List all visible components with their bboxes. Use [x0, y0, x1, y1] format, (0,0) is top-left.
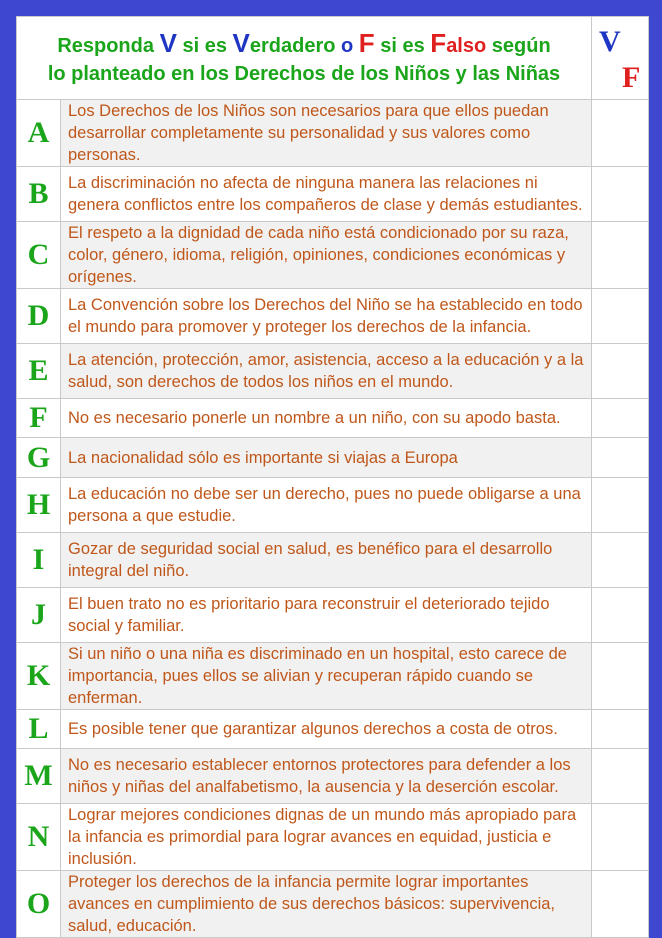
- statement-row-n: [17, 804, 649, 871]
- statement-text: La nacionalidad sólo es importante si viajas a Europa: [61, 438, 592, 478]
- answer-cell[interactable]: [592, 100, 649, 167]
- answer-cell[interactable]: [592, 222, 649, 289]
- instructions-line-2: lo planteado en los Derechos de los Niños y las Niñas: [47, 62, 561, 85]
- row-letter: I: [17, 533, 61, 588]
- statement-text: Es posible tener que garantizar algunos derechos a costa de otros.: [61, 710, 592, 749]
- statement-row-j: [17, 588, 649, 643]
- instructions-part: Responda: [57, 34, 160, 57]
- statement-row-e: [17, 344, 649, 399]
- statement-text: No es necesario ponerle un nombre a un niño, con su apodo basta.: [61, 399, 592, 438]
- statement-text: No es necesario establecer entornos protectores para defender a los niños y niñas del analfabetismo, la ausencia y la deserción escolar.: [61, 749, 592, 804]
- answer-cell[interactable]: [592, 167, 649, 222]
- header-row: [17, 17, 649, 100]
- statement-row-b: [17, 167, 649, 222]
- answer-cell[interactable]: [592, 643, 649, 710]
- row-letter: C: [17, 222, 61, 289]
- row-letter: L: [17, 710, 61, 749]
- instructions-part: F: [430, 27, 447, 58]
- worksheet-frame: [16, 16, 648, 935]
- row-letter: H: [17, 478, 61, 533]
- statement-row-f: [17, 399, 649, 438]
- answer-cell[interactable]: [592, 478, 649, 533]
- instructions-line-1: [17, 29, 591, 60]
- instructions-part: V: [232, 27, 250, 58]
- instructions: [17, 17, 592, 100]
- answer-cell[interactable]: [592, 588, 649, 643]
- instructions-part: o: [341, 34, 359, 57]
- row-letter: K: [17, 643, 61, 710]
- answer-cell[interactable]: [592, 710, 649, 749]
- answer-cell[interactable]: [592, 289, 649, 344]
- row-letter: A: [17, 100, 61, 167]
- statement-row-k: [17, 643, 649, 710]
- instructions-part: si es: [176, 34, 233, 57]
- statement-row-g: [17, 438, 649, 478]
- instructions-part: V: [159, 27, 177, 58]
- instructions-part: si es: [374, 34, 431, 57]
- row-letter: B: [17, 167, 61, 222]
- statement-row-o: [17, 871, 649, 938]
- vf-header: [592, 17, 649, 100]
- row-letter: O: [17, 871, 61, 938]
- row-letter: J: [17, 588, 61, 643]
- statement-row-a: [17, 100, 649, 167]
- row-letter: D: [17, 289, 61, 344]
- statement-text: La Convención sobre los Derechos del Niño se ha establecido en todo el mundo para promover y proteger los derechos de la infancia.: [61, 289, 592, 344]
- answer-cell[interactable]: [592, 399, 649, 438]
- statement-text: La atención, protección, amor, asistencia, acceso a la educación y a la salud, son derechos de todos los niños en el mundo.: [61, 344, 592, 399]
- statement-row-l: [17, 710, 649, 749]
- false-label: F: [622, 61, 641, 94]
- statement-row-h: [17, 478, 649, 533]
- true-false-table: [16, 16, 649, 938]
- statement-row-d: [17, 289, 649, 344]
- row-letter: N: [17, 804, 61, 871]
- answer-cell[interactable]: [592, 871, 649, 938]
- answer-cell[interactable]: [592, 749, 649, 804]
- answer-cell[interactable]: [592, 804, 649, 871]
- statement-text: Lograr mejores condiciones dignas de un mundo más apropiado para la infancia es primordial para lograr avances en equidad, justicia e inclusión.: [61, 804, 592, 871]
- instructions-part: según: [486, 34, 551, 57]
- row-letter: F: [17, 399, 61, 438]
- statement-text: Si un niño o una niña es discriminado en un hospital, esto carece de importancia, pues ellos se alivian y recuperan rápido cuando se enferman.: [61, 643, 592, 710]
- statement-text: El respeto a la dignidad de cada niño está condicionado por su raza, color, género, idioma, religión, opiniones, condiciones económicas y orígenes.: [61, 222, 592, 289]
- instructions-part: also: [446, 34, 487, 57]
- statement-text: Proteger los derechos de la infancia permite lograr importantes avances en cumplimiento de sus derechos básicos: supervivencia, salud, educación.: [61, 871, 592, 938]
- statement-row-c: [17, 222, 649, 289]
- statement-text: La educación no debe ser un derecho, pues no puede obligarse a una persona a que estudie.: [61, 478, 592, 533]
- statement-text: Gozar de seguridad social en salud, es benéfico para el desarrollo integral del niño.: [61, 533, 592, 588]
- statement-row-m: [17, 749, 649, 804]
- row-letter: E: [17, 344, 61, 399]
- statement-text: Los Derechos de los Niños son necesarios para que ellos puedan desarrollar completamente su personalidad y sus valores como personas.: [61, 100, 592, 167]
- row-letter: M: [17, 749, 61, 804]
- answer-cell[interactable]: [592, 533, 649, 588]
- statement-text: El buen trato no es prioritario para reconstruir el deteriorado tejido social y familiar.: [61, 588, 592, 643]
- statement-text: La discriminación no afecta de ninguna manera las relaciones ni genera conflictos entre los compañeros de clase y demás estudiantes.: [61, 167, 592, 222]
- instructions-part: F: [358, 27, 375, 58]
- answer-cell[interactable]: [592, 438, 649, 478]
- answer-cell[interactable]: [592, 344, 649, 399]
- row-letter: G: [17, 438, 61, 478]
- instructions-part: erdadero: [249, 34, 342, 57]
- true-label: V: [599, 25, 621, 58]
- statement-row-i: [17, 533, 649, 588]
